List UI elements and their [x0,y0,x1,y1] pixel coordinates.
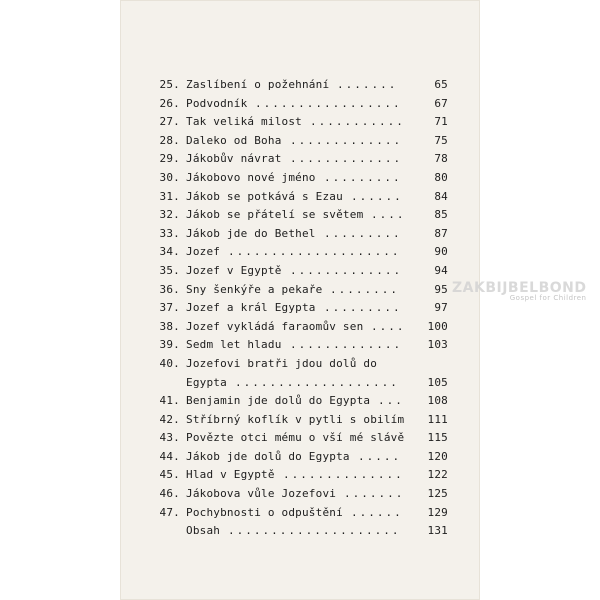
toc-entry [120,487,480,506]
toc-leader-dots: ............. [290,338,403,352]
toc-entry-title: Daleko od Boha [186,133,282,147]
toc-entry [120,524,480,543]
toc-leader-dots: ................. [255,96,402,110]
watermark-main: ZAKBIJBELBOND [452,280,587,296]
toc-entry-title: Hlad v Egyptě [186,468,275,482]
toc-entry [120,413,480,432]
toc-entry-page: 65 [434,78,448,91]
toc-entry [120,450,480,469]
toc-entry-title: Jákobovo nové jméno [186,170,316,184]
toc-entry [120,506,480,525]
toc-entry-page: 94 [434,263,448,277]
toc-entry [120,394,480,413]
table-of-contents [120,78,480,543]
toc-entry-number: 37. [159,301,180,315]
toc-entry [120,115,480,134]
toc-entry-number: 25. [159,78,180,91]
toc-leader-dots: ......... [324,170,402,184]
book-page [120,0,587,600]
toc-entry-page: 67 [434,96,448,110]
toc-entry-page: 78 [434,152,448,166]
toc-entry-number: 28. [159,133,180,147]
toc-leader-dots: ......... [324,301,402,315]
toc-leader-dots: ....... [337,78,398,91]
watermark-sub: Gospel for Children [509,294,587,302]
toc-entry-page: 90 [434,245,448,259]
toc-entry [120,227,480,246]
toc-entry-number: 30. [159,170,180,184]
toc-entry-number: 45. [159,468,180,482]
toc-entry-page: 100 [427,319,448,333]
toc-entry [120,338,480,357]
toc-entry-number: 36. [159,282,180,296]
toc-entry-number: 39. [159,338,180,352]
toc-entry-title: Jozef v Egyptě [186,263,282,277]
toc-leader-dots: .... [371,208,406,222]
toc-entry-title: Pochybnosti o odpuštění [186,505,343,519]
toc-entry-title: Jákobova vůle Jozefovi [186,487,337,501]
toc-leader-dots: ........ [330,282,399,296]
toc-entry [120,283,480,302]
toc-entry-title: Jákob se přátelí se světem [186,208,364,222]
toc-entry-number: 40. [159,356,180,370]
toc-entry-title: Povězte otci mému o vší mé slávě [186,431,405,445]
toc-entry [120,171,480,190]
toc-entry-title: Tak veliká milost [186,115,302,129]
toc-entry [120,468,480,487]
toc-leader-dots: ... [378,394,404,408]
toc-leader-dots: .................... [228,245,401,259]
toc-entry-page: 131 [427,524,448,538]
toc-entry [120,190,480,209]
toc-leader-dots: ................... [235,375,399,389]
toc-entry [120,134,480,153]
toc-entry-page: 95 [434,282,448,296]
toc-entry-title: Jozef a král Egypta [186,301,316,315]
toc-entry-title: Zaslíbení o požehnání [186,78,330,91]
toc-entry-page: 103 [427,338,448,352]
toc-leader-dots: .... [371,319,406,333]
toc-entry-page: 111 [427,412,448,426]
toc-entry-page: 125 [427,487,448,501]
toc-entry-page: 97 [434,301,448,315]
toc-entry-page: 71 [434,115,448,129]
toc-entry-number: 27. [159,115,180,129]
toc-entry-title: Obsah [186,524,221,538]
toc-entry-number: 42. [159,412,180,426]
toc-entry-number: 47. [159,505,180,519]
toc-leader-dots: .................... [228,524,401,538]
toc-entry-number: 41. [159,394,180,408]
toc-entry-title: Benjamin jde dolů do Egypta [186,394,371,408]
toc-entry-number: 34. [159,245,180,259]
toc-entry [120,301,480,320]
toc-entry [120,320,480,339]
toc-entry-title: Jákob jde dolů do Egypta [186,449,350,463]
toc-entry-page: 129 [427,505,448,519]
toc-entry-page: 115 [427,431,448,445]
toc-leader-dots: ............. [290,263,403,277]
toc-entry-title: Jozef [186,245,221,259]
toc-entry [120,97,480,116]
toc-leader-dots: ...... [351,505,403,519]
toc-entry-page: 108 [427,394,448,408]
watermark-logo [452,280,587,302]
toc-entry-title-continued: Egypta [186,375,227,389]
toc-entry [120,152,480,171]
toc-entry-title: Jákob se potkává s Ezau [186,189,343,203]
toc-entry-number: 38. [159,319,180,333]
toc-leader-dots: ............. [290,133,403,147]
toc-entry [120,78,480,97]
toc-leader-dots: .............. [283,468,404,482]
toc-entry [120,357,480,394]
toc-entry-page: 120 [427,449,448,463]
toc-entry-title: Jákobův návrat [186,152,282,166]
toc-entry-number: 44. [159,449,180,463]
toc-leader-dots: ..... [358,449,402,463]
toc-entry-title: Stříbrný koflík v pytli s obilím [186,412,405,426]
toc-leader-dots: ........... [310,115,405,129]
toc-entry-page: 122 [427,468,448,482]
toc-entry-page: 87 [434,226,448,240]
toc-entry-number: 29. [159,152,180,166]
toc-entry-number: 46. [159,487,180,501]
toc-entry-title: Jozef vykládá faraomův sen [186,319,364,333]
toc-entry-page: 80 [434,170,448,184]
toc-leader-dots: ......... [324,226,402,240]
toc-entry-title: Sny šenkýře a pekaře [186,282,323,296]
toc-entry-page: 105 [427,375,448,389]
toc-entry [120,208,480,227]
toc-entry [120,431,480,450]
toc-leader-dots: ............. [290,152,403,166]
toc-entry [120,245,480,264]
toc-entry-page: 75 [434,133,448,147]
toc-entry-number: 35. [159,263,180,277]
toc-entry-title: Sedm let hladu [186,338,282,352]
toc-entry-number: 33. [159,226,180,240]
toc-entry-title: Podvodník [186,96,248,110]
toc-entry [120,264,480,283]
toc-entry-number: 31. [159,189,180,203]
toc-leader-dots: ....... [344,487,405,501]
toc-leader-dots: ...... [351,189,403,203]
toc-entry-number: 32. [159,208,180,222]
toc-entry-number: 26. [159,96,180,110]
toc-entry-number: 43. [159,431,180,445]
toc-entry-page: 85 [434,208,448,222]
toc-entry-page: 84 [434,189,448,203]
toc-entry-title: Jákob jde do Bethel [186,226,316,240]
toc-entry-title: Jozefovi bratři jdou dolů do [186,356,378,370]
